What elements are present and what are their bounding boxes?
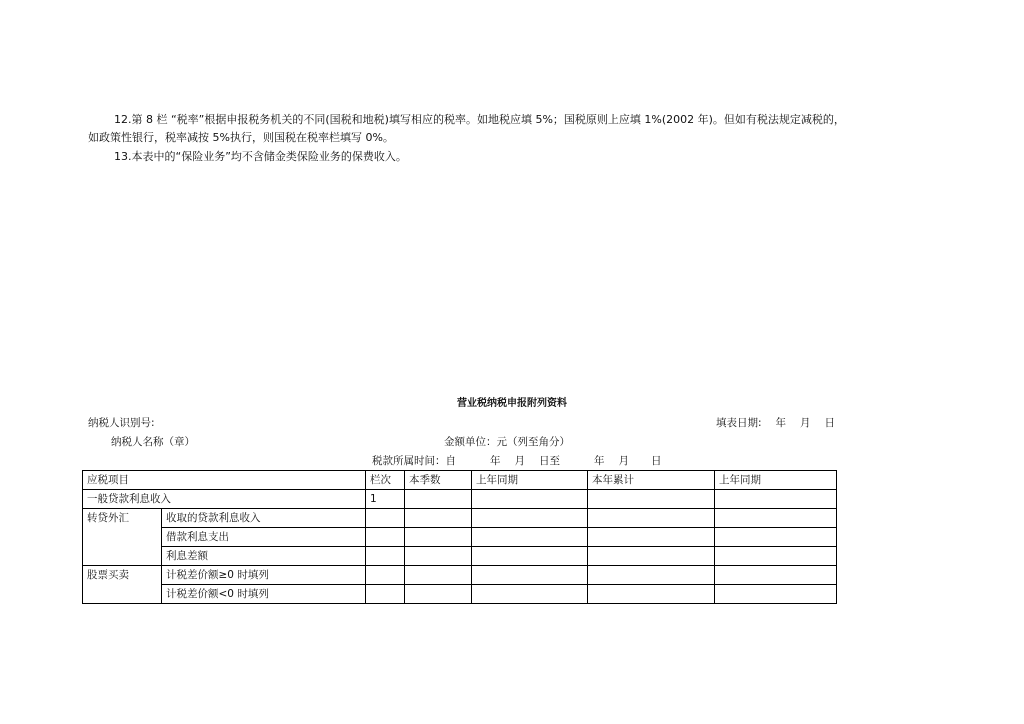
cell-input[interactable]: [588, 585, 715, 604]
cell-input[interactable]: [588, 528, 715, 547]
amount-unit-label: 金额单位：元（列至角分）: [444, 436, 570, 448]
cell-input[interactable]: [588, 490, 715, 509]
header-last-year-same-period: 上年同期: [472, 471, 588, 490]
cell-input[interactable]: [405, 547, 472, 566]
taxpayer-id-label: 纳税人识别号:: [88, 417, 155, 429]
table-row: [83, 528, 837, 547]
cell-input[interactable]: [366, 566, 405, 585]
header-current-quarter: 本季数: [405, 471, 472, 490]
period-end-year: 年: [594, 455, 605, 467]
form-title: 营业税纳税申报附列资料: [457, 398, 567, 409]
group-label-forex: 转贷外汇: [83, 509, 162, 566]
cell-input[interactable]: [405, 585, 472, 604]
taxpayer-name-label: 纳税人名称（章）: [111, 436, 195, 448]
note-13: 13.本表中的“保险业务”均不含储金类保险业务的保费收入。: [114, 150, 407, 163]
cell-input[interactable]: [366, 509, 405, 528]
cell-input[interactable]: [588, 509, 715, 528]
period-day-to: 日至: [539, 455, 560, 467]
fill-date-label: 填表日期:: [716, 417, 762, 429]
cell-input[interactable]: [588, 566, 715, 585]
cell-input[interactable]: [472, 490, 588, 509]
row-label-general-loan: 一般贷款利息收入: [83, 490, 366, 509]
table-row: [83, 547, 837, 566]
cell-input[interactable]: [715, 585, 837, 604]
table-header-row: [83, 471, 837, 490]
row-label-stock-gain: 计税差价额≥0 时填列: [162, 566, 366, 585]
cell-input[interactable]: [472, 509, 588, 528]
cell-input[interactable]: [405, 528, 472, 547]
tax-schedule-table: [82, 470, 837, 604]
row-label-forex-interest-income: 收取的贷款利息收入: [162, 509, 366, 528]
header-taxable-item: 应税项目: [83, 471, 366, 490]
cell-input[interactable]: [405, 566, 472, 585]
fill-date-month: 月: [800, 417, 811, 429]
cell-input[interactable]: [472, 547, 588, 566]
period-start-year: 年: [490, 455, 501, 467]
cell-input[interactable]: [366, 528, 405, 547]
row-label-stock-loss: 计税差价额<0 时填列: [162, 585, 366, 604]
period-end-month: 月: [618, 455, 629, 467]
cell-input[interactable]: [472, 585, 588, 604]
cell-input[interactable]: [715, 528, 837, 547]
note-12-line2: 如政策性银行，税率减按 5%执行，则国税在税率栏填写 0%。: [88, 131, 394, 144]
fill-date-year: 年: [775, 417, 787, 429]
row-label-forex-interest-expense: 借款利息支出: [162, 528, 366, 547]
period-end-day: 日: [651, 455, 662, 467]
cell-input[interactable]: [588, 547, 715, 566]
cell-input[interactable]: [472, 566, 588, 585]
header-year-to-date: 本年累计: [588, 471, 715, 490]
period-start-month: 月: [514, 455, 525, 467]
cell-input[interactable]: [366, 547, 405, 566]
header-last-year-same-period-2: 上年同期: [715, 471, 837, 490]
note-12-line1: 12.第 8 栏 “税率”根据申报税务机关的不同(国税和地税)填写相应的税率。如地税应填 5%；国税原则上应填 1%(2002 年)。但如有税法规定减税的，: [114, 113, 845, 126]
row-label-forex-interest-spread: 利息差额: [162, 547, 366, 566]
cell-input[interactable]: [715, 566, 837, 585]
cell-input[interactable]: [405, 490, 472, 509]
cell-input[interactable]: [715, 547, 837, 566]
table-row: [83, 566, 837, 585]
cell-input[interactable]: [405, 509, 472, 528]
row-seq-general-loan: 1: [366, 490, 405, 509]
table-row: [83, 585, 837, 604]
fill-date: [716, 416, 835, 430]
group-label-stock: 股票买卖: [83, 566, 162, 604]
cell-input[interactable]: [366, 585, 405, 604]
header-line-no: 栏次: [366, 471, 405, 490]
cell-input[interactable]: [715, 490, 837, 509]
tax-period-label: 税款所属时间：自: [372, 455, 456, 467]
cell-input[interactable]: [715, 509, 837, 528]
tax-period: [372, 454, 662, 468]
fill-date-day: 日: [824, 417, 836, 429]
cell-input[interactable]: [472, 528, 588, 547]
table-row: [83, 490, 837, 509]
table-row: [83, 509, 837, 528]
